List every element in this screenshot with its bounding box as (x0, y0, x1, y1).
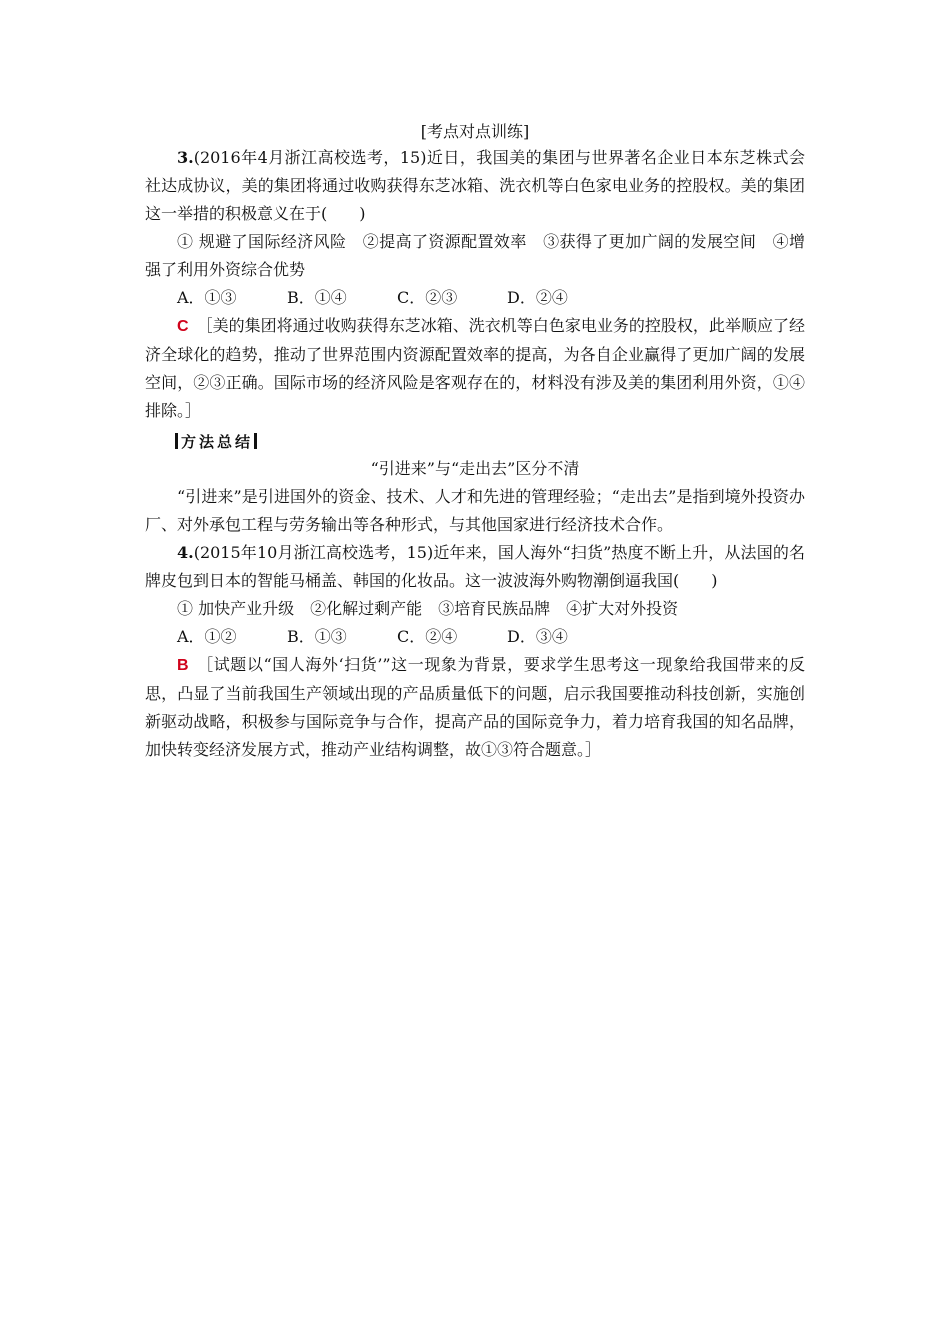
answer-explanation: ［美的集团将通过收购获得东芝冰箱、洗衣机等白色家电业务的控股权，此举顺应了经济全球化的趋势，推动了世界范围内资源配置效率的提高，为各自企业赢得了更加广阔的发展空间，②③正确。国际市场的经济风险是客观存在的，材料没有涉及美的集团利用外资，①④排除。］ (145, 316, 805, 420)
method-summary-title: “引进来”与“走出去”区分不清 (370, 459, 580, 478)
heading-bar-right (254, 433, 257, 449)
question-4 (145, 539, 805, 764)
method-summary-label: 方法总结 (181, 433, 254, 451)
option-b: B．①③ (287, 627, 347, 646)
question-3-options (145, 284, 805, 312)
question-4-stem (145, 539, 805, 595)
question-3-stem (145, 144, 805, 228)
answer-letter: B (177, 657, 189, 674)
option-b: B．①④ (287, 288, 347, 307)
option-a: A．①③ (177, 288, 237, 307)
answer-explanation: ［试题以“国人海外‘扫货’”这一现象为背景，要求学生思考这一现象给我国带来的反思，凸显了当前我国生产领域出现的产品质量低下的问题，启示我国要推动科技创新，实施创新驱动战略，积极参与国际竞争与合作，提高产品的国际竞争力，着力培育我国的知名品牌，加快转变经济发展方式，推动产业结构调整，故①③符合题意。］ (145, 655, 805, 759)
question-3-number: 3. (177, 148, 194, 167)
option-d: D．②④ (507, 288, 568, 307)
option-a: A．①② (177, 627, 237, 646)
question-4-text: (2015年10月浙江高校选考，15)近年来，国人海外“扫货”热度不断上升，从法国的名牌皮包到日本的智能马桶盖、韩国的化妆品。这一波波海外购物潮倒逼我国( ) (145, 543, 805, 590)
method-summary-text: “引进来”是引进国外的资金、技术、人才和先进的管理经验；“走出去”是指到境外投资办厂、对外承包工程与劳务输出等各种形式，与其他国家进行经济技术合作。 (145, 487, 805, 534)
heading-bar-left (175, 433, 178, 449)
section-title: [考点对点训练] (420, 122, 530, 141)
method-summary-heading (175, 429, 805, 455)
question-4-options (145, 623, 805, 651)
answer-letter: C (177, 318, 189, 335)
question-3-statements: ① 规避了国际经济风险 ②提高了资源配置效率 ③获得了更加广阔的发展空间 ④增强了利用外资综合优势 (145, 232, 805, 279)
question-3 (145, 144, 805, 425)
document-content (145, 120, 805, 764)
question-4-answer (145, 651, 805, 764)
question-4-number: 4. (177, 543, 194, 562)
option-c: C．②④ (397, 627, 458, 646)
question-4-statements: ① 加快产业升级 ②化解过剩产能 ③培育民族品牌 ④扩大对外投资 (177, 599, 679, 618)
option-d: D．③④ (507, 627, 568, 646)
question-3-answer (145, 312, 805, 425)
option-c: C．②③ (397, 288, 458, 307)
question-3-text: (2016年4月浙江高校选考，15)近日，我国美的集团与世界著名企业日本东芝株式会社达成协议，美的集团将通过收购获得东芝冰箱、洗衣机等白色家电业务的控股权。美的集团这一举措的积极意义在于( ) (145, 148, 805, 223)
